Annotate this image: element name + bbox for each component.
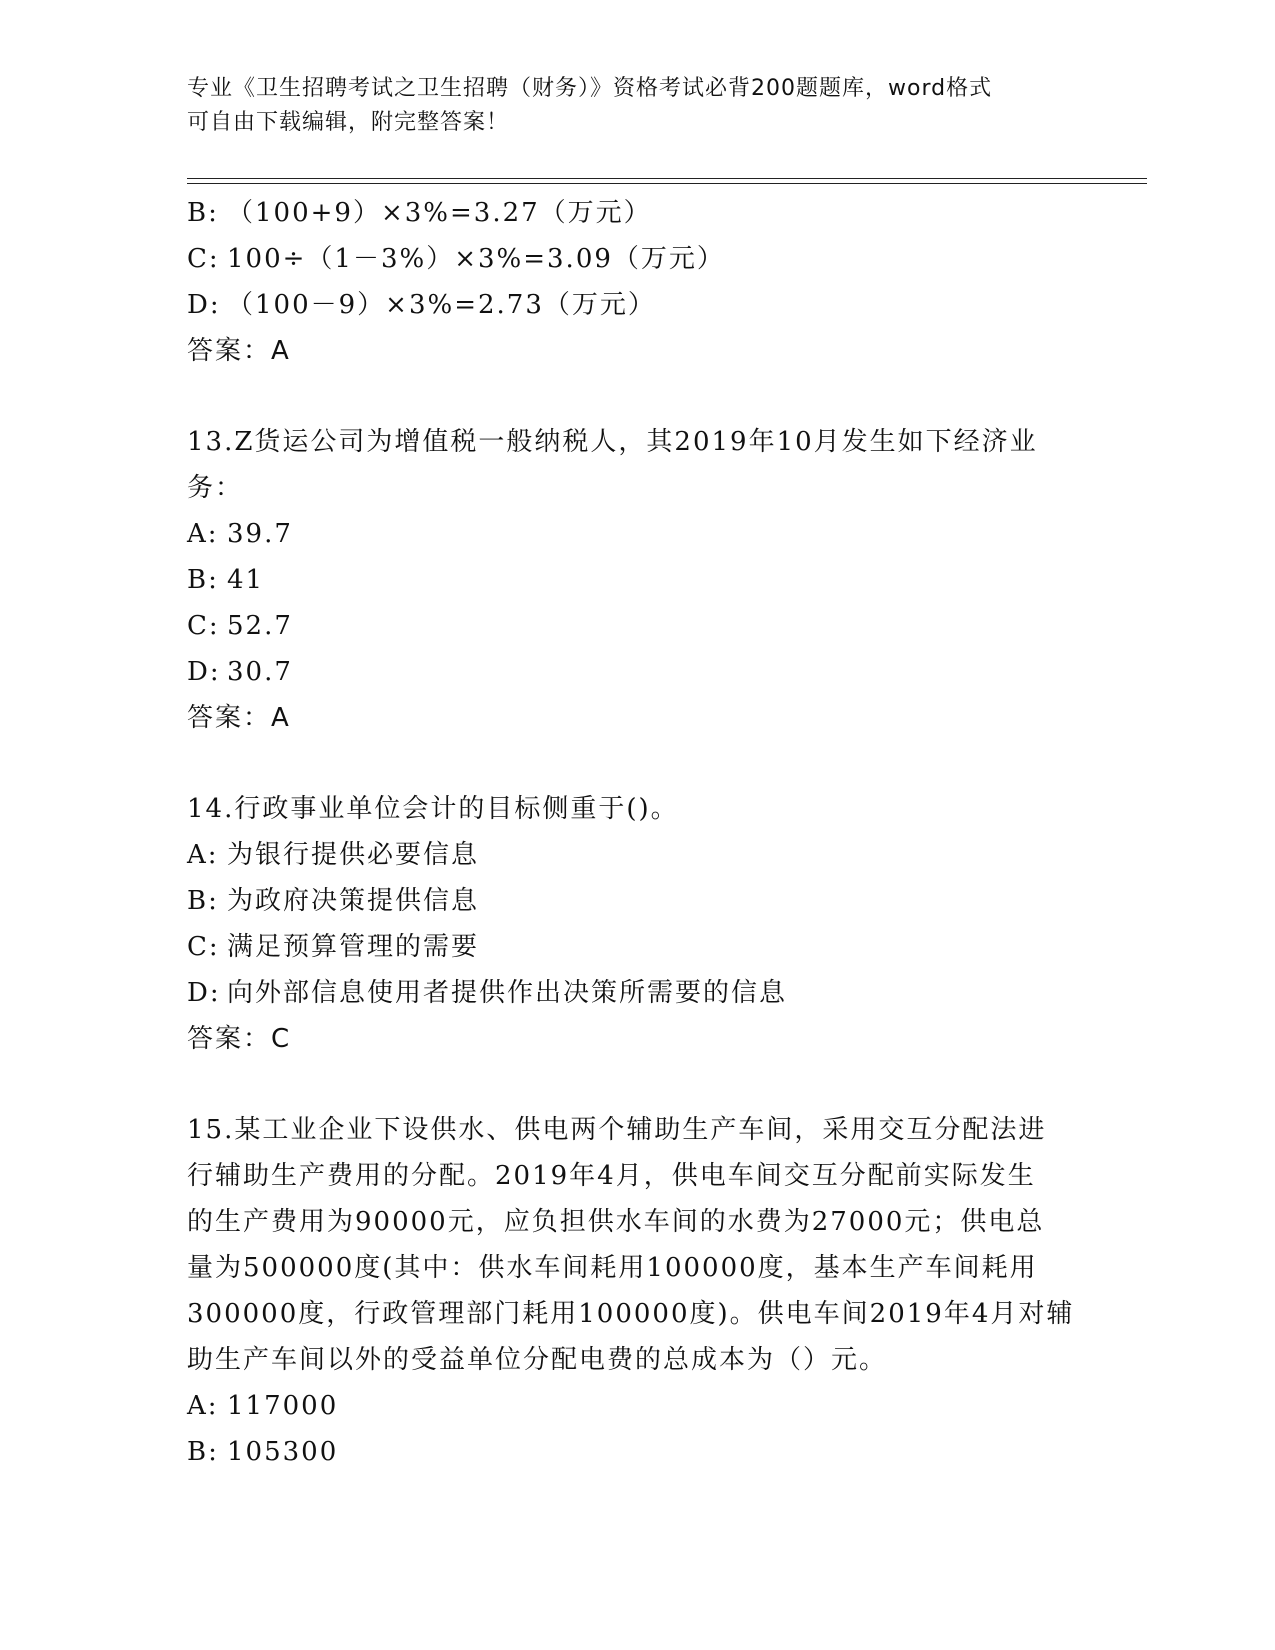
question-15 <box>187 1107 1087 1475</box>
document-header <box>187 72 1067 140</box>
option-text: 41 <box>227 565 265 595</box>
option-text: 为银行提供必要信息 <box>227 840 480 870</box>
question-stem: 300000度，行政管理部门耗用100000度)。供电车间2019年4月对辅 <box>187 1299 1075 1329</box>
option-letter: D: <box>187 290 221 320</box>
option-b <box>187 557 1087 603</box>
option-letter: B: <box>187 565 219 595</box>
question-12-continued <box>187 190 1087 374</box>
option-text: 向外部信息使用者提供作出决策所需要的信息 <box>227 978 788 1008</box>
option-b <box>187 190 1087 236</box>
option-text: （100－9）×3%=2.73（万元） <box>227 290 656 320</box>
option-text: 105300 <box>227 1437 339 1467</box>
question-stem: 15.某工业企业下设供水、供电两个辅助生产车间，采用交互分配法进 <box>187 1115 1047 1145</box>
option-a <box>187 1383 1087 1429</box>
option-letter: B: <box>187 886 219 916</box>
header-title-line-2: 可自由下载编辑，附完整答案！ <box>187 110 510 135</box>
option-text: 满足预算管理的需要 <box>227 932 480 962</box>
question-stem: 14.行政事业单位会计的目标侧重于()。 <box>187 794 679 824</box>
option-letter: C: <box>187 244 220 274</box>
option-letter: B: <box>187 1437 219 1467</box>
option-text: 52.7 <box>227 611 293 641</box>
option-text: （100+9）×3%=3.27（万元） <box>227 198 652 228</box>
answer-line: 答案：A <box>187 703 291 733</box>
question-stem: 的生产费用为90000元，应负担供水车间的水费为27000元；供电总 <box>187 1207 1045 1237</box>
option-letter: C: <box>187 611 220 641</box>
option-letter: D: <box>187 978 221 1008</box>
option-a <box>187 832 1087 878</box>
answer-line: 答案：A <box>187 336 291 366</box>
question-stem: 13.Z货运公司为增值税一般纳税人，其2019年10月发生如下经济业 <box>187 427 1038 457</box>
question-content <box>187 190 1087 1475</box>
option-b <box>187 1429 1087 1475</box>
option-d <box>187 282 1087 328</box>
option-letter: C: <box>187 932 220 962</box>
question-stem: 行辅助生产费用的分配。2019年4月，供电车间交互分配前实际发生 <box>187 1161 1036 1191</box>
option-letter: D: <box>187 657 221 687</box>
question-stem: 助生产车间以外的受益单位分配电费的总成本为（）元。 <box>187 1345 888 1375</box>
option-a <box>187 511 1087 557</box>
question-13 <box>187 419 1087 741</box>
option-letter: B: <box>187 198 219 228</box>
option-text: 30.7 <box>227 657 293 687</box>
option-d <box>187 649 1087 695</box>
option-text: 为政府决策提供信息 <box>227 886 480 916</box>
option-text: 100÷（1－3%）×3%=3.09（万元） <box>227 244 725 274</box>
answer-line: 答案：C <box>187 1024 292 1054</box>
option-c <box>187 236 1087 282</box>
question-stem: 务： <box>187 473 244 503</box>
option-c <box>187 924 1087 970</box>
option-letter: A: <box>187 840 219 870</box>
option-text: 117000 <box>227 1391 339 1421</box>
option-letter: A: <box>187 1391 219 1421</box>
question-14 <box>187 786 1087 1062</box>
option-text: 39.7 <box>227 519 293 549</box>
option-b <box>187 878 1087 924</box>
header-divider <box>187 178 1147 184</box>
option-d <box>187 970 1087 1016</box>
question-stem: 量为500000度(其中：供水车间耗用100000度，基本生产车间耗用 <box>187 1253 1038 1283</box>
header-title-line-1: 专业《卫生招聘考试之卫生招聘（财务）》资格考试必背200题题库，word格式 <box>187 76 993 101</box>
option-c <box>187 603 1087 649</box>
option-letter: A: <box>187 519 219 549</box>
